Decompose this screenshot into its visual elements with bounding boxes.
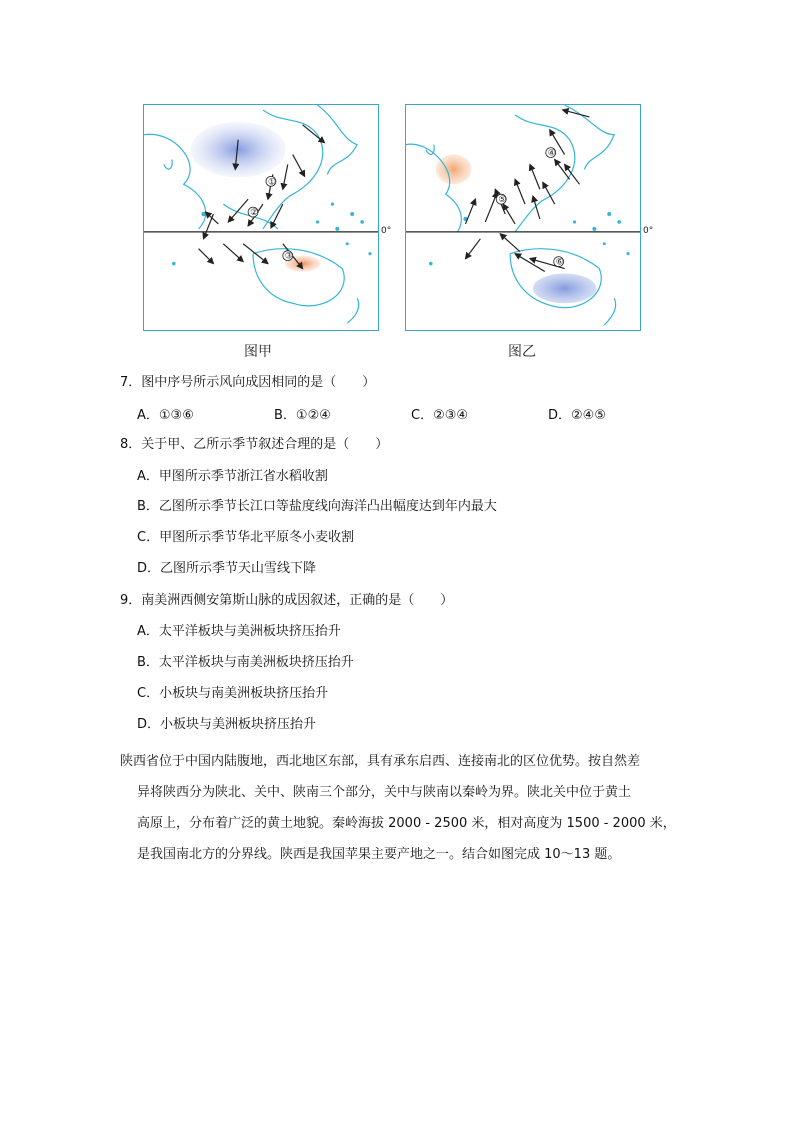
- question-9-stem: 9．南美洲西侧安第斯山脉的成因叙述，正确的是（ ）: [120, 593, 454, 608]
- caption-yi: 图乙: [508, 344, 536, 360]
- question-8-option-d: D．乙图所示季节天山雪线下降: [137, 561, 317, 576]
- question-7-stem: 7．图中序号所示风向成因相同的是（ ）: [120, 375, 376, 390]
- question-7-option-c: C．②③④: [411, 408, 469, 423]
- caption-jia: 图甲: [244, 344, 272, 360]
- passage-line-1: 陕西省位于中国内陆腹地，西北地区东部，具有承东启西、连接南北的区位优势。按自然差: [120, 754, 641, 769]
- islands: [429, 212, 630, 265]
- passage-line-4: 是我国南北方的分界线。陕西是我国苹果主要产地之一。结合如图完成 10～13 题。: [137, 847, 621, 862]
- question-9-option-c: C．小板块与南美洲板块挤压抬升: [137, 686, 329, 701]
- high-pressure-area: [533, 274, 596, 304]
- islands: [172, 203, 372, 266]
- map-jia-svg: [144, 105, 378, 330]
- passage-line-3: 高原上，分布着广泛的黄土地貌。秦岭海拔 2000 - 2500 米，相对高度为 1500 - 2000 米，: [137, 816, 676, 831]
- question-8-option-c: C．甲图所示季节华北平原冬小麦收割: [137, 530, 355, 545]
- map-figure-yi: [405, 104, 641, 331]
- wind-arrows: [466, 110, 590, 272]
- question-8-stem: 8．关于甲、乙所示季节叙述合理的是（ ）: [120, 437, 389, 452]
- marker-4: ④: [547, 148, 556, 159]
- high-pressure-area: [191, 122, 286, 178]
- question-8-option-b: B．乙图所示季节长江口等盐度线向海洋凸出幅度达到年内最大: [137, 499, 497, 514]
- marker-6: ⑥: [555, 257, 564, 268]
- low-pressure-area: [436, 155, 472, 185]
- marker-2: ②: [250, 208, 259, 219]
- question-8-option-a: A．甲图所示季节浙江省水稻收割: [137, 469, 328, 484]
- map-yi-svg: [406, 105, 640, 330]
- question-7-option-d: D．②④⑤: [548, 408, 606, 423]
- passage-line-2: 异将陕西分为陕北、关中、陕南三个部分，关中与陕南以秦岭为界。陕北关中位于黄土: [137, 785, 632, 800]
- question-9-option-a: A．太平洋板块与美洲板块挤压抬升: [137, 624, 341, 639]
- marker-1: ①: [267, 177, 276, 188]
- equator-label-yi: 0°: [643, 226, 654, 236]
- equator-label-jia: 0°: [381, 226, 392, 236]
- marker-3: ③: [284, 251, 293, 262]
- question-7-option-a: A．①③⑥: [137, 408, 194, 423]
- question-7-option-b: B．①②④: [274, 408, 331, 423]
- question-9-option-d: D．小板块与美洲板块挤压抬升: [137, 717, 317, 732]
- map-figure-jia: [143, 104, 379, 331]
- question-9-option-b: B．太平洋板块与南美洲板块挤压抬升: [137, 655, 354, 670]
- marker-5: ⑤: [498, 195, 507, 206]
